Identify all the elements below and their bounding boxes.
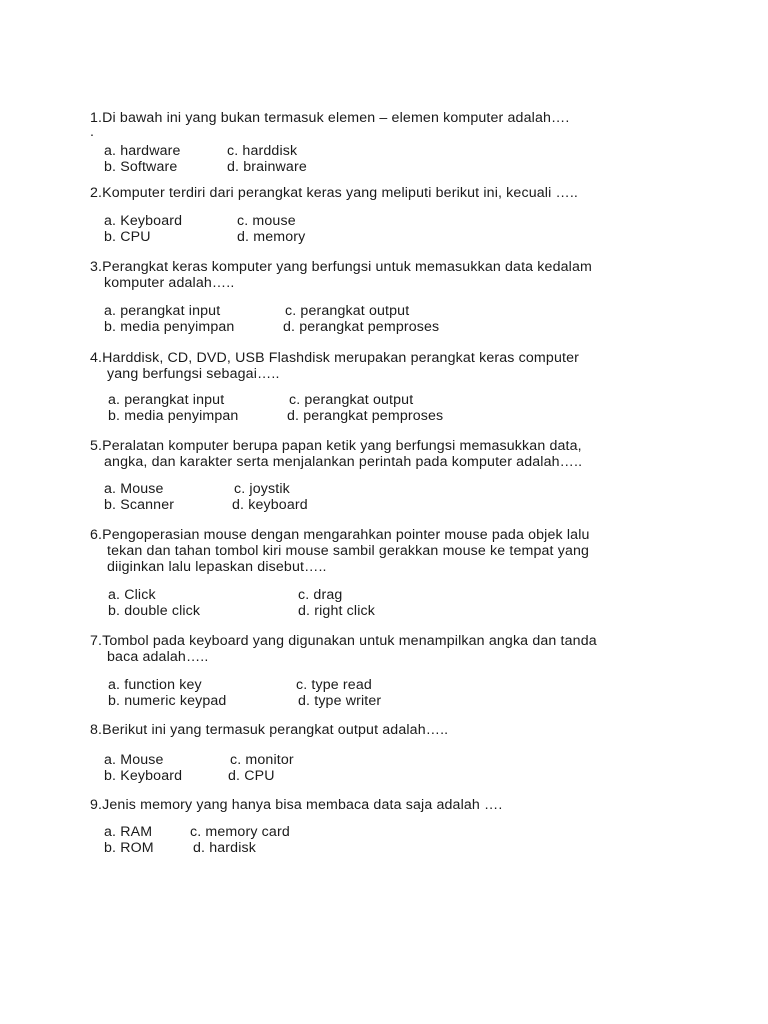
question-4: [90, 350, 710, 424]
option-d: d. perangkat pemproses: [287, 408, 444, 424]
option-a: a. Click: [108, 587, 156, 603]
question-text: Harddisk, CD, DVD, USB Flashdisk merupakan perangkat keras computer: [102, 350, 579, 366]
answer-options: [90, 143, 710, 175]
option-b: b. Scanner: [104, 497, 175, 513]
question-text: Komputer terdiri dari perangkat keras yang meliputi berikut ini, kecuali …..: [102, 185, 579, 201]
answer-options: [90, 213, 710, 245]
question-3: [90, 259, 710, 335]
question-number: 7.: [90, 633, 103, 649]
option-d: d. type writer: [298, 693, 382, 709]
question-number: 8.: [90, 722, 103, 738]
question-number: 3.: [90, 259, 103, 275]
option-c: c. drag: [298, 587, 343, 603]
option-c: c. type read: [296, 677, 372, 693]
option-b: b. ROM: [104, 840, 154, 856]
option-d: d. CPU: [228, 768, 275, 784]
question-text-line-2: baca adalah…..: [107, 649, 209, 665]
option-d: d. memory: [237, 229, 306, 245]
question-text: Jenis memory yang hanya bisa membaca data saja adalah ….: [102, 797, 503, 813]
question-number: 4.: [90, 350, 103, 366]
question-text: Perangkat keras komputer yang berfungsi untuk memasukkan data kedalam: [102, 259, 592, 275]
question-number: 2.: [90, 185, 103, 201]
question-7: [90, 633, 710, 709]
option-b: b. media penyimpan: [104, 319, 235, 335]
option-c: c. monitor: [230, 752, 294, 768]
question-text-line-2: yang berfungsi sebagai…..: [107, 366, 280, 382]
option-c: c. perangkat output: [285, 303, 410, 319]
option-b: b. Software: [104, 159, 178, 175]
option-a: a. hardware: [104, 143, 181, 159]
answer-options: [90, 392, 710, 424]
option-c: c. harddisk: [227, 143, 298, 159]
question-text: Berikut ini yang termasuk perangkat output adalah…..: [102, 722, 449, 738]
option-b: b. double click: [108, 603, 201, 619]
question-text: Peralatan komputer berupa papan ketik yang berfungsi memasukkan data,: [102, 438, 582, 454]
question-number: 5.: [90, 438, 103, 454]
option-c: c. perangkat output: [289, 392, 414, 408]
stray-dot: .: [90, 124, 95, 140]
option-a: a. Mouse: [104, 481, 164, 497]
answer-options: [90, 587, 710, 619]
question-text-line-2: tekan dan tahan tombol kiri mouse sambil gerakkan mouse ke tempat yang: [107, 543, 590, 559]
option-b: b. media penyimpan: [108, 408, 239, 424]
answer-options: [90, 677, 710, 709]
question-number: 9.: [90, 797, 103, 813]
option-c: c. joystik: [234, 481, 290, 497]
answer-options: [90, 824, 710, 856]
option-b: b. Keyboard: [104, 768, 183, 784]
option-a: a. RAM: [104, 824, 153, 840]
question-1: [90, 110, 710, 175]
question-8: [90, 722, 710, 784]
option-a: a. function key: [108, 677, 202, 693]
question-text: Pengoperasian mouse dengan mengarahkan pointer mouse pada objek lalu: [102, 527, 590, 543]
answer-options: [90, 481, 710, 513]
question-text-line-2: komputer adalah…..: [104, 275, 235, 291]
option-b: b. CPU: [104, 229, 151, 245]
option-a: a. Mouse: [104, 752, 164, 768]
question-text: Di bawah ini yang bukan termasuk elemen – elemen komputer adalah….: [102, 110, 570, 126]
option-c: c. mouse: [237, 213, 296, 229]
question-text-line-3: diiginkan lalu lepaskan disebut…..: [107, 559, 327, 575]
option-d: d. perangkat pemproses: [283, 319, 440, 335]
option-d: d. hardisk: [193, 840, 257, 856]
option-d: d. right click: [298, 603, 375, 619]
question-6: [90, 527, 710, 619]
question-number: 6.: [90, 527, 103, 543]
option-c: c. memory card: [190, 824, 290, 840]
answer-options: [90, 303, 710, 335]
answer-options: [90, 752, 710, 784]
question-text: Tombol pada keyboard yang digunakan untuk menampilkan angka dan tanda: [102, 633, 597, 649]
option-b: b. numeric keypad: [108, 693, 227, 709]
question-5: [90, 438, 710, 513]
option-a: a. perangkat input: [108, 392, 225, 408]
question-9: [90, 797, 710, 856]
option-a: a. perangkat input: [104, 303, 221, 319]
question-text-line-2: angka, dan karakter serta menjalankan perintah pada komputer adalah…..: [104, 454, 583, 470]
question-number: 1.: [90, 110, 103, 126]
option-a: a. Keyboard: [104, 213, 183, 229]
question-2: [90, 185, 710, 245]
option-d: d. keyboard: [232, 497, 308, 513]
option-d: d. brainware: [227, 159, 307, 175]
